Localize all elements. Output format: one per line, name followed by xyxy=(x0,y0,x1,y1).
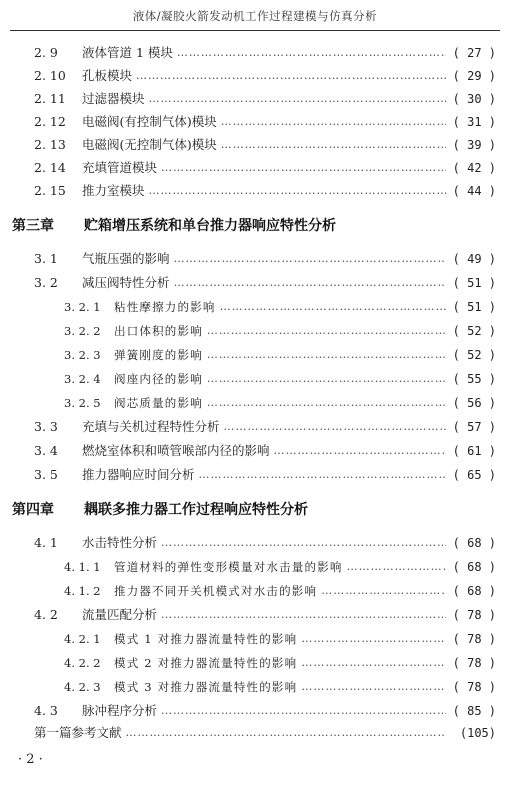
toc-subentry[interactable] xyxy=(64,392,496,414)
toc-entry-title: 管道材料的弹性变形模量对水击量的影响 xyxy=(114,560,343,574)
toc-references-entry[interactable] xyxy=(34,722,496,744)
toc-entry-title: 孔板模块 xyxy=(82,68,133,83)
toc-entry-number: 2. 14 xyxy=(34,160,66,175)
toc-entry-title: 粘性摩擦力的影响 xyxy=(114,300,216,314)
toc-entry-number: 3. 4 xyxy=(34,443,58,458)
dot-leader xyxy=(274,440,446,462)
toc-entry-number: 3. 2. 2 xyxy=(64,324,101,338)
toc-entry-number: 4. 2. 2 xyxy=(64,656,101,670)
toc-entry-title: 弹簧刚度的影响 xyxy=(114,348,203,362)
toc-entry-number: 3. 2. 5 xyxy=(64,396,101,410)
toc-entry-title: 出口体积的影响 xyxy=(114,324,203,338)
dot-leader xyxy=(177,42,446,64)
toc-entry[interactable] xyxy=(34,42,496,64)
toc-entry-number: 2. 13 xyxy=(34,137,66,152)
dot-leader xyxy=(221,134,446,156)
toc-entry-number: 3. 2. 4 xyxy=(64,372,101,386)
toc-entry-title: 电磁阀(有控制气体)模块 xyxy=(82,114,217,129)
toc-entry[interactable] xyxy=(34,88,496,110)
toc-subentry[interactable] xyxy=(64,296,496,318)
toc-entry[interactable] xyxy=(34,65,496,87)
dot-leader xyxy=(136,65,446,87)
dot-leader xyxy=(301,652,446,674)
toc-entry-page: ( 65 ) xyxy=(452,468,496,482)
dot-leader xyxy=(207,344,446,366)
chapter-number: 第四章 xyxy=(12,502,54,518)
dot-leader xyxy=(126,722,446,744)
toc-entry-page: ( 31 ) xyxy=(452,115,496,129)
toc-subentry[interactable] xyxy=(64,652,496,674)
toc-entry-title: 流量匹配分析 xyxy=(82,607,158,622)
toc-entry[interactable] xyxy=(34,604,496,626)
dot-leader xyxy=(224,416,446,438)
toc-subentry[interactable] xyxy=(64,368,496,390)
toc-subentry[interactable] xyxy=(64,344,496,366)
toc-entry-title: 推力室模块 xyxy=(82,183,145,198)
dot-leader xyxy=(199,464,446,486)
dot-leader xyxy=(207,320,446,342)
chapter-heading[interactable] xyxy=(12,498,308,522)
toc-entry-number: 3. 2 xyxy=(34,275,58,290)
toc-entry[interactable] xyxy=(34,464,496,486)
toc-entry-title: 水击特性分析 xyxy=(82,535,158,550)
dot-leader xyxy=(321,580,446,602)
toc-entry-page: ( 30 ) xyxy=(452,92,496,106)
dot-leader xyxy=(221,111,446,133)
toc-entry-page: ( 51 ) xyxy=(452,276,496,290)
toc-entry-title: 过滤器模块 xyxy=(82,91,145,106)
toc-entry-number: 2. 10 xyxy=(34,68,66,83)
toc-entry-title: 液体管道 1 模块 xyxy=(82,45,173,60)
toc-entry-page: ( 56 ) xyxy=(452,396,496,410)
toc-entry-number: 4. 2. 1 xyxy=(64,632,101,646)
chapter-heading[interactable] xyxy=(12,214,336,238)
toc-entry-title: 脉冲程序分析 xyxy=(82,703,158,718)
toc-entry-number: 2. 12 xyxy=(34,114,66,129)
toc-entry-page: ( 78 ) xyxy=(452,608,496,622)
toc-entry[interactable] xyxy=(34,532,496,554)
toc-entry-number: 3. 2. 3 xyxy=(64,348,101,362)
chapter-number: 第三章 xyxy=(12,218,54,234)
toc-subentry[interactable] xyxy=(64,628,496,650)
toc-entry-title: 阀芯质量的影响 xyxy=(114,396,203,410)
toc-entry-page: ( 49 ) xyxy=(452,252,496,266)
dot-leader xyxy=(220,296,446,318)
toc-entry-page: ( 78 ) xyxy=(452,680,496,694)
toc-entry-number: 2. 9 xyxy=(34,45,58,60)
toc-entry-page: ( 55 ) xyxy=(452,372,496,386)
toc-entry-number: 3. 1 xyxy=(34,251,58,266)
toc-entry[interactable] xyxy=(34,700,496,722)
dot-leader xyxy=(149,180,446,202)
dot-leader xyxy=(161,700,446,722)
toc-subentry[interactable] xyxy=(64,556,496,578)
toc-entry[interactable] xyxy=(34,272,496,294)
toc-entry-title: 阀座内径的影响 xyxy=(114,372,203,386)
toc-entry-title: 气瓶压强的影响 xyxy=(82,251,170,266)
toc-entry-page: ( 57 ) xyxy=(452,420,496,434)
toc-entry[interactable] xyxy=(34,440,496,462)
toc-entry-title: 推力器不同开关机模式对水击的影响 xyxy=(114,584,318,598)
toc-entry-title: 模式 2 对推力器流量特性的影响 xyxy=(114,656,298,670)
toc-entry-number: 3. 2. 1 xyxy=(64,300,101,314)
toc-entry-page: ( 78 ) xyxy=(452,632,496,646)
toc-entry-number: 2. 15 xyxy=(34,183,66,198)
toc-entry[interactable] xyxy=(34,134,496,156)
dot-leader xyxy=(174,272,446,294)
dot-leader xyxy=(161,157,446,179)
toc-entry-number: 4. 1 xyxy=(34,535,58,550)
toc-entry-number: 4. 2. 3 xyxy=(64,680,101,694)
toc-subentry[interactable] xyxy=(64,320,496,342)
toc-entry-page: ( 39 ) xyxy=(452,138,496,152)
toc-entry-title: 燃烧室体积和喷管喉部内径的影响 xyxy=(82,443,270,458)
dot-leader xyxy=(301,628,446,650)
toc-entry[interactable] xyxy=(34,180,496,202)
toc-entry-page: (105) xyxy=(459,726,496,740)
toc-entry-page: ( 51 ) xyxy=(452,300,496,314)
toc-entry-page: ( 78 ) xyxy=(452,656,496,670)
dot-leader xyxy=(149,88,446,110)
toc-entry-title: 电磁阀(无控制气体)模块 xyxy=(82,137,217,152)
running-header-title: 液体/凝胶火箭发动机工作过程建模与仿真分析 xyxy=(132,9,378,23)
toc-entry-page: ( 68 ) xyxy=(452,536,496,550)
toc-entry-number: 3. 3 xyxy=(34,419,58,434)
toc-entry-page: ( 52 ) xyxy=(452,324,496,338)
toc-entry-number: 4. 1. 2 xyxy=(64,584,101,598)
dot-leader xyxy=(174,248,446,270)
toc-entry-page: ( 61 ) xyxy=(452,444,496,458)
chapter-title: 贮箱增压系统和单台推力器响应特性分析 xyxy=(84,218,336,234)
toc-entry-page: ( 27 ) xyxy=(452,46,496,60)
chapter-title: 耦联多推力器工作过程响应特性分析 xyxy=(84,502,308,518)
toc-subentry[interactable] xyxy=(64,580,496,602)
toc-entry-title: 减压阀特性分析 xyxy=(82,275,170,290)
toc-entry-title: 第一篇参考文献 xyxy=(34,725,122,740)
toc-entry-page: ( 68 ) xyxy=(452,560,496,574)
toc-entry-title: 充填与关机过程特性分析 xyxy=(82,419,220,434)
toc-entry-page: ( 29 ) xyxy=(452,69,496,83)
dot-leader xyxy=(347,556,446,578)
toc-entry-page: ( 42 ) xyxy=(452,161,496,175)
toc-entry-page: ( 44 ) xyxy=(452,184,496,198)
toc-entry[interactable] xyxy=(34,111,496,133)
toc-entry-number: 4. 3 xyxy=(34,703,58,718)
dot-leader xyxy=(207,392,446,414)
toc-entry[interactable] xyxy=(34,248,496,270)
toc-entry-page: ( 68 ) xyxy=(452,584,496,598)
toc-entry-title: 模式 3 对推力器流量特性的影响 xyxy=(114,680,298,694)
toc-subentry[interactable] xyxy=(64,676,496,698)
toc-entry-page: ( 52 ) xyxy=(452,348,496,362)
toc-entry-number: 3. 5 xyxy=(34,467,58,482)
toc-entry-number: 2. 11 xyxy=(34,91,66,106)
dot-leader xyxy=(161,532,446,554)
toc-entry-number: 4. 1. 1 xyxy=(64,560,101,574)
toc-entry-number: 4. 2 xyxy=(34,607,58,622)
toc-entry-title: 推力器响应时间分析 xyxy=(82,467,195,482)
toc-entry[interactable] xyxy=(34,157,496,179)
toc-entry-page: ( 85 ) xyxy=(452,704,496,718)
dot-leader xyxy=(161,604,446,626)
page-number: · 2 · xyxy=(18,752,43,767)
dot-leader xyxy=(207,368,446,390)
toc-entry-title: 充填管道模块 xyxy=(82,160,158,175)
dot-leader xyxy=(301,676,446,698)
toc-entry[interactable] xyxy=(34,416,496,438)
toc-entry-title: 模式 1 对推力器流量特性的影响 xyxy=(114,632,298,646)
